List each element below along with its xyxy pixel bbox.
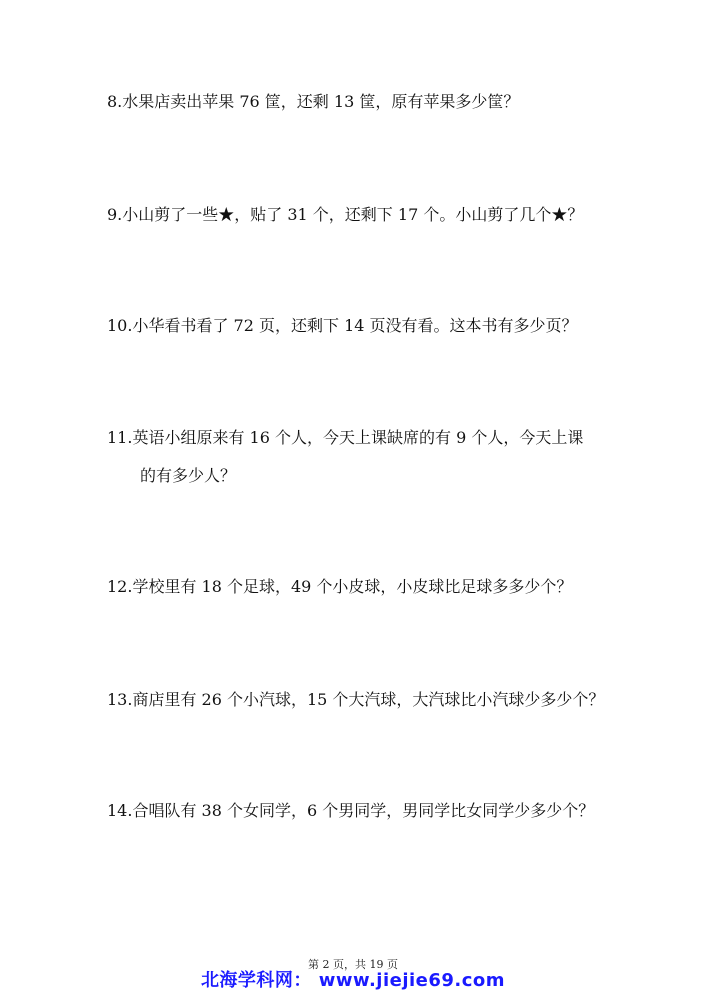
question-13: 13.商店里有 26 个小汽球，15 个大汽球，大汽球比小汽球少多少个？: [107, 690, 605, 709]
page-number: 第 2 页，共 19 页: [308, 958, 398, 971]
question-12: 12.学校里有 18 个足球，49 个小皮球，小皮球比足球多多少个？: [107, 577, 573, 596]
question-11-line-2: 的有多少人？: [140, 466, 237, 485]
question-10: 10.小华看书看了 72 页，还剩下 14 页没有看。这本书有多少页？: [107, 316, 578, 335]
question-8: 8.水果店卖出苹果 76 筐，还剩 13 筐，原有苹果多少筐？: [107, 92, 520, 111]
question-9: 9.小山剪了一些★，贴了 31 个，还剩下 17 个。小山剪了几个★？: [107, 205, 584, 224]
question-11-line-1: 11.英语小组原来有 16 个人，今天上课缺席的有 9 个人，今天上课: [107, 428, 584, 447]
question-14: 14.合唱队有 38 个女同学，6 个男同学，男同学比女同学少多少个？: [107, 801, 595, 820]
watermark: 北海学科网： www.jiejie69.com: [200, 970, 506, 991]
